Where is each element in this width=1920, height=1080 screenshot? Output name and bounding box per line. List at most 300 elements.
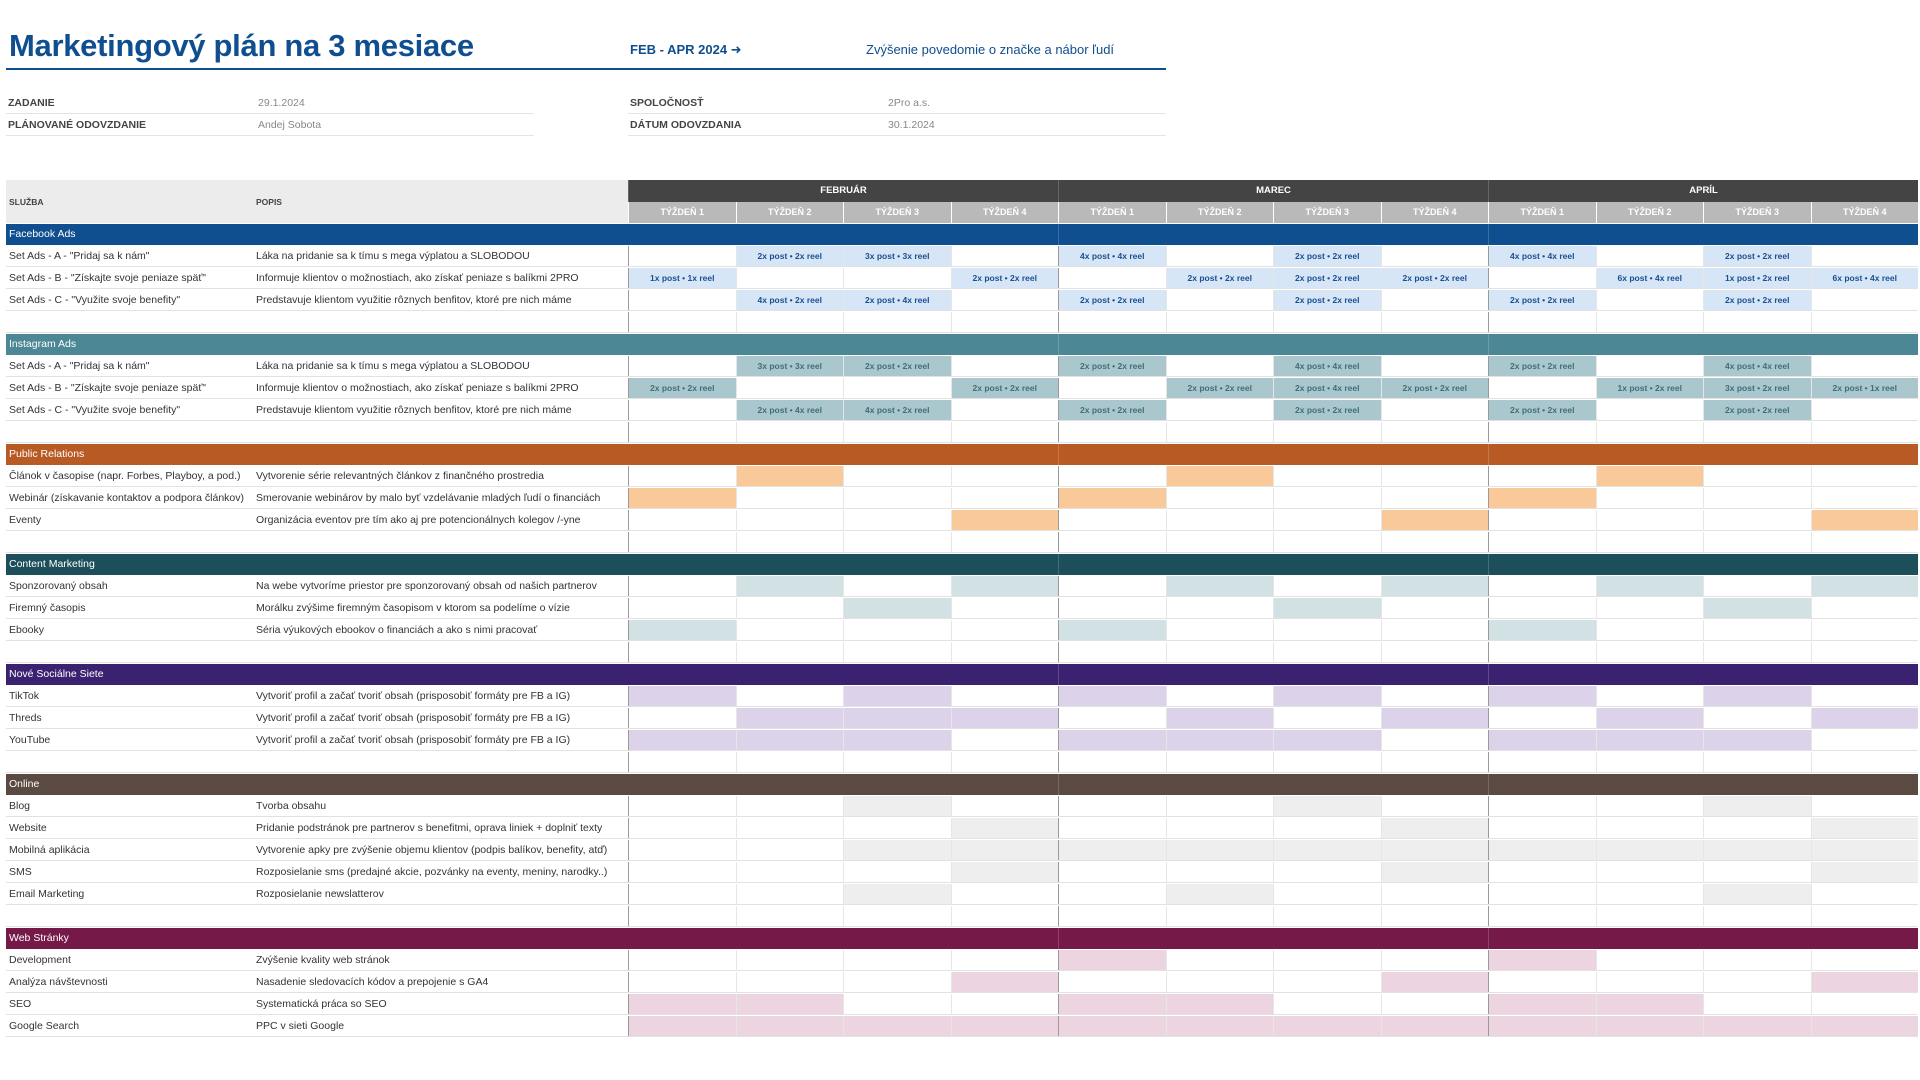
week-cell[interactable] <box>1058 510 1166 530</box>
week-cell[interactable] <box>1811 708 1919 728</box>
week-cell[interactable] <box>1596 290 1704 310</box>
week-cell[interactable] <box>843 950 951 970</box>
week-cell[interactable] <box>1381 246 1489 266</box>
week-cell[interactable] <box>1058 620 1166 640</box>
week-cell[interactable] <box>843 466 951 486</box>
week-cell[interactable]: 2x post • 4x reel <box>1273 378 1381 398</box>
week-cell[interactable] <box>1703 620 1811 640</box>
week-cell[interactable] <box>951 620 1059 640</box>
week-cell[interactable]: 4x post • 4x reel <box>1058 246 1166 266</box>
week-cell[interactable] <box>1703 994 1811 1014</box>
week-cell[interactable]: 2x post • 2x reel <box>951 378 1059 398</box>
week-cell[interactable] <box>951 466 1059 486</box>
week-cell[interactable] <box>1488 510 1596 530</box>
week-cell[interactable] <box>843 730 951 750</box>
week-cell[interactable] <box>1811 796 1919 816</box>
week-cell[interactable] <box>1058 466 1166 486</box>
week-cell[interactable] <box>843 862 951 882</box>
week-cell[interactable] <box>951 818 1059 838</box>
week-cell[interactable] <box>1488 972 1596 992</box>
week-cell[interactable] <box>1811 466 1919 486</box>
week-cell[interactable] <box>628 246 736 266</box>
week-cell[interactable]: 2x post • 2x reel <box>1273 246 1381 266</box>
week-cell[interactable] <box>1811 818 1919 838</box>
week-cell[interactable] <box>951 950 1059 970</box>
week-cell[interactable] <box>1596 796 1704 816</box>
week-cell[interactable] <box>1166 576 1274 596</box>
week-cell[interactable] <box>1058 576 1166 596</box>
week-cell[interactable] <box>1596 840 1704 860</box>
week-cell[interactable]: 2x post • 4x reel <box>843 290 951 310</box>
week-cell[interactable] <box>951 972 1059 992</box>
week-cell[interactable] <box>1811 598 1919 618</box>
week-cell[interactable] <box>1381 290 1489 310</box>
week-cell[interactable] <box>1166 994 1274 1014</box>
week-cell[interactable] <box>1058 796 1166 816</box>
week-cell[interactable] <box>1381 862 1489 882</box>
week-cell[interactable] <box>1488 466 1596 486</box>
week-cell[interactable]: 3x post • 3x reel <box>736 356 844 376</box>
week-cell[interactable] <box>736 730 844 750</box>
week-cell[interactable] <box>736 598 844 618</box>
week-cell[interactable] <box>1811 246 1919 266</box>
week-cell[interactable] <box>736 994 844 1014</box>
week-cell[interactable] <box>1166 356 1274 376</box>
week-cell[interactable] <box>843 708 951 728</box>
week-cell[interactable] <box>1811 290 1919 310</box>
week-cell[interactable] <box>1596 510 1704 530</box>
week-cell[interactable] <box>1058 994 1166 1014</box>
week-cell[interactable] <box>1273 818 1381 838</box>
week-cell[interactable] <box>1488 686 1596 706</box>
week-cell[interactable]: 1x post • 1x reel <box>628 268 736 288</box>
week-cell[interactable] <box>1273 840 1381 860</box>
week-cell[interactable]: 2x post • 2x reel <box>1058 400 1166 420</box>
week-cell[interactable]: 2x post • 4x reel <box>736 400 844 420</box>
week-cell[interactable] <box>1273 488 1381 508</box>
week-cell[interactable] <box>1703 510 1811 530</box>
week-cell[interactable] <box>1811 1016 1919 1036</box>
week-cell[interactable] <box>843 884 951 904</box>
week-cell[interactable] <box>951 1016 1059 1036</box>
week-cell[interactable]: 2x post • 2x reel <box>1273 290 1381 310</box>
week-cell[interactable] <box>1381 730 1489 750</box>
week-cell[interactable] <box>1811 994 1919 1014</box>
week-cell[interactable] <box>736 686 844 706</box>
week-cell[interactable] <box>1703 884 1811 904</box>
week-cell[interactable] <box>1273 620 1381 640</box>
week-cell[interactable] <box>1381 510 1489 530</box>
week-cell[interactable] <box>1703 950 1811 970</box>
week-cell[interactable] <box>1381 840 1489 860</box>
week-cell[interactable] <box>951 510 1059 530</box>
week-cell[interactable] <box>843 576 951 596</box>
week-cell[interactable] <box>1381 994 1489 1014</box>
week-cell[interactable]: 6x post • 4x reel <box>1811 268 1919 288</box>
week-cell[interactable] <box>951 246 1059 266</box>
week-cell[interactable] <box>843 994 951 1014</box>
week-cell[interactable] <box>1166 466 1274 486</box>
week-cell[interactable] <box>1381 884 1489 904</box>
week-cell[interactable] <box>1488 1016 1596 1036</box>
week-cell[interactable] <box>1166 290 1274 310</box>
week-cell[interactable] <box>1703 1016 1811 1036</box>
week-cell[interactable] <box>1488 378 1596 398</box>
week-cell[interactable] <box>951 994 1059 1014</box>
week-cell[interactable] <box>628 840 736 860</box>
week-cell[interactable] <box>628 598 736 618</box>
week-cell[interactable] <box>628 730 736 750</box>
week-cell[interactable] <box>1596 884 1704 904</box>
week-cell[interactable] <box>1703 598 1811 618</box>
week-cell[interactable] <box>736 620 844 640</box>
week-cell[interactable] <box>951 598 1059 618</box>
week-cell[interactable] <box>1381 466 1489 486</box>
week-cell[interactable] <box>1058 972 1166 992</box>
week-cell[interactable] <box>736 818 844 838</box>
week-cell[interactable] <box>1596 400 1704 420</box>
week-cell[interactable] <box>736 708 844 728</box>
week-cell[interactable] <box>1596 686 1704 706</box>
week-cell <box>1488 532 1596 552</box>
week-cell[interactable] <box>1703 708 1811 728</box>
week-cell[interactable]: 2x post • 2x reel <box>1273 268 1381 288</box>
service-description: Nasadenie sledovacích kódov a prepojenie s GA4 <box>256 976 489 988</box>
week-cell[interactable] <box>1381 972 1489 992</box>
week-cell[interactable]: 2x post • 2x reel <box>1703 290 1811 310</box>
week-cell[interactable] <box>1166 884 1274 904</box>
week-cell[interactable] <box>1703 840 1811 860</box>
week-cell[interactable] <box>1703 972 1811 992</box>
week-cell[interactable] <box>1488 708 1596 728</box>
week-cell[interactable] <box>1058 598 1166 618</box>
week-cell[interactable] <box>951 686 1059 706</box>
week-cell[interactable] <box>1811 356 1919 376</box>
week-cell[interactable] <box>1811 576 1919 596</box>
week-cell[interactable] <box>1381 620 1489 640</box>
week-cell[interactable] <box>1166 510 1274 530</box>
week-cell[interactable] <box>1811 840 1919 860</box>
week-cell[interactable] <box>1381 1016 1489 1036</box>
week-cell[interactable] <box>1273 950 1381 970</box>
week-cell[interactable] <box>1596 356 1704 376</box>
week-cell[interactable] <box>1811 686 1919 706</box>
week-cell[interactable] <box>1488 620 1596 640</box>
week-cell[interactable] <box>1166 796 1274 816</box>
week-cell[interactable] <box>1273 994 1381 1014</box>
week-cell[interactable] <box>1811 884 1919 904</box>
week-cell[interactable] <box>628 884 736 904</box>
week-cell[interactable]: 4x post • 4x reel <box>1703 356 1811 376</box>
week-cell[interactable] <box>736 972 844 992</box>
week-cell[interactable] <box>1273 510 1381 530</box>
week-cell[interactable] <box>1166 972 1274 992</box>
week-cell[interactable] <box>1488 598 1596 618</box>
week-cell[interactable] <box>1596 708 1704 728</box>
week-cell[interactable] <box>1811 488 1919 508</box>
week-cell[interactable] <box>1811 730 1919 750</box>
week-cell[interactable] <box>736 488 844 508</box>
week-cell[interactable] <box>1596 950 1704 970</box>
week-cell[interactable] <box>736 840 844 860</box>
service-description: Vytvoriť profil a začať tvoriť obsah (prisposobiť formáty pre FB a IG) <box>256 734 571 746</box>
week-cell[interactable] <box>1596 620 1704 640</box>
week-cell[interactable]: 2x post • 2x reel <box>628 378 736 398</box>
week-cell[interactable] <box>1703 862 1811 882</box>
week-cell[interactable] <box>1166 730 1274 750</box>
week-cell[interactable] <box>1273 466 1381 486</box>
week-cell[interactable] <box>736 268 844 288</box>
week-cell[interactable] <box>736 884 844 904</box>
week-cell[interactable] <box>1166 840 1274 860</box>
week-cell[interactable] <box>951 488 1059 508</box>
week-cell[interactable] <box>1166 620 1274 640</box>
week-cell[interactable]: 3x post • 2x reel <box>1703 378 1811 398</box>
week-cell[interactable] <box>1703 686 1811 706</box>
week-cell[interactable]: 2x post • 2x reel <box>1273 400 1381 420</box>
week-cell[interactable] <box>1488 994 1596 1014</box>
week-cell[interactable] <box>1273 972 1381 992</box>
week-cell[interactable] <box>1596 576 1704 596</box>
week-cell[interactable] <box>951 862 1059 882</box>
week-cell[interactable] <box>628 488 736 508</box>
week-cell[interactable]: 4x post • 4x reel <box>1273 356 1381 376</box>
week-cell[interactable] <box>1596 994 1704 1014</box>
week-cell[interactable] <box>736 1016 844 1036</box>
service-name: Článok v časopise (napr. Forbes, Playboy, a pod.) <box>9 470 241 482</box>
week-cell[interactable]: 6x post • 4x reel <box>1596 268 1704 288</box>
week-cell[interactable] <box>1596 1016 1704 1036</box>
week-cell[interactable] <box>628 290 736 310</box>
week-cell[interactable] <box>1166 488 1274 508</box>
week-cell[interactable] <box>951 290 1059 310</box>
week-cell[interactable] <box>628 620 736 640</box>
week-cell[interactable]: 1x post • 2x reel <box>1703 268 1811 288</box>
week-cell[interactable] <box>843 378 951 398</box>
week-cell[interactable] <box>1273 576 1381 596</box>
table-row <box>6 597 1918 619</box>
week-cell[interactable] <box>1273 796 1381 816</box>
week-cell[interactable] <box>1488 950 1596 970</box>
week-cell[interactable] <box>1166 598 1274 618</box>
week-cell[interactable]: 2x post • 2x reel <box>1381 268 1489 288</box>
week-cell[interactable]: 2x post • 2x reel <box>736 246 844 266</box>
table-row <box>6 245 1918 267</box>
week-cell[interactable] <box>1488 488 1596 508</box>
week-cell[interactable] <box>1381 950 1489 970</box>
week-cell[interactable] <box>1811 862 1919 882</box>
week-cell[interactable] <box>1488 576 1596 596</box>
week-cell[interactable]: 4x post • 2x reel <box>736 290 844 310</box>
week-cell[interactable] <box>843 510 951 530</box>
week-cell[interactable]: 2x post • 2x reel <box>1703 400 1811 420</box>
week-cell[interactable] <box>1703 818 1811 838</box>
week-cell[interactable]: 1x post • 2x reel <box>1596 378 1704 398</box>
category-header <box>6 224 1918 245</box>
week-cell[interactable] <box>1596 246 1704 266</box>
week-cell[interactable] <box>1596 862 1704 882</box>
week-cell[interactable] <box>736 510 844 530</box>
week-cell[interactable] <box>1488 268 1596 288</box>
week-cell[interactable] <box>1166 950 1274 970</box>
week-cell[interactable] <box>1703 466 1811 486</box>
week-cell[interactable] <box>1166 818 1274 838</box>
week-cell <box>736 906 844 926</box>
week-cell[interactable] <box>1596 818 1704 838</box>
week-cell[interactable] <box>1811 950 1919 970</box>
week-cell[interactable] <box>736 862 844 882</box>
week-cell[interactable] <box>1166 400 1274 420</box>
week-cell[interactable] <box>843 972 951 992</box>
week-cell[interactable] <box>1058 488 1166 508</box>
week-cell[interactable] <box>628 796 736 816</box>
week-cell[interactable] <box>1273 862 1381 882</box>
week-cell[interactable]: 2x post • 2x reel <box>1166 268 1274 288</box>
week-cell[interactable] <box>1381 686 1489 706</box>
week-cell[interactable] <box>1596 598 1704 618</box>
week-cell[interactable] <box>1811 400 1919 420</box>
week-cell[interactable] <box>843 818 951 838</box>
week-cell[interactable] <box>1596 466 1704 486</box>
week-cell[interactable] <box>1166 1016 1274 1036</box>
week-cell[interactable] <box>1596 488 1704 508</box>
week-cell[interactable] <box>843 268 951 288</box>
week-cell[interactable] <box>628 576 736 596</box>
week-cell[interactable] <box>843 686 951 706</box>
week-cell[interactable] <box>1058 708 1166 728</box>
week-cell[interactable] <box>1058 884 1166 904</box>
week-cell[interactable] <box>736 576 844 596</box>
week-cell[interactable] <box>1703 796 1811 816</box>
week-cell[interactable] <box>951 576 1059 596</box>
week-cell[interactable] <box>1273 598 1381 618</box>
week-cell[interactable] <box>1381 488 1489 508</box>
week-cell[interactable] <box>951 356 1059 376</box>
week-cell[interactable] <box>628 862 736 882</box>
week-cell[interactable] <box>628 708 736 728</box>
week-cell[interactable]: 2x post • 2x reel <box>951 268 1059 288</box>
week-cell[interactable] <box>1166 862 1274 882</box>
week-cell[interactable] <box>1058 1016 1166 1036</box>
week-cell[interactable] <box>1166 686 1274 706</box>
week-cell[interactable] <box>1273 1016 1381 1036</box>
week-cell[interactable] <box>628 466 736 486</box>
week-cell[interactable] <box>628 356 736 376</box>
week-cell[interactable] <box>628 510 736 530</box>
service-name: Threds <box>9 712 42 724</box>
week-cell[interactable] <box>1811 510 1919 530</box>
week-cell[interactable] <box>628 400 736 420</box>
week-cell[interactable] <box>1381 356 1489 376</box>
week-cell[interactable]: 2x post • 2x reel <box>1381 378 1489 398</box>
week-cell[interactable] <box>1703 488 1811 508</box>
week-cell[interactable]: 2x post • 2x reel <box>843 356 951 376</box>
week-cell[interactable] <box>1811 972 1919 992</box>
week-cell[interactable] <box>628 972 736 992</box>
week-cell[interactable] <box>1381 400 1489 420</box>
week-cell[interactable] <box>843 1016 951 1036</box>
week-cell[interactable] <box>736 378 844 398</box>
week-cell[interactable] <box>951 884 1059 904</box>
week-cell[interactable] <box>951 730 1059 750</box>
week-cell[interactable] <box>736 466 844 486</box>
week-cell[interactable] <box>1488 884 1596 904</box>
week-cell[interactable] <box>843 488 951 508</box>
week-cell[interactable] <box>951 708 1059 728</box>
week-cell[interactable] <box>1058 818 1166 838</box>
week-cell[interactable]: 2x post • 2x reel <box>1703 246 1811 266</box>
week-cell[interactable] <box>843 598 951 618</box>
week-cell[interactable] <box>1166 246 1274 266</box>
week-cell[interactable] <box>1058 378 1166 398</box>
week-cell[interactable]: 2x post • 2x reel <box>1488 290 1596 310</box>
week-cell[interactable] <box>1703 576 1811 596</box>
week-cell[interactable] <box>843 840 951 860</box>
week-cell[interactable] <box>951 400 1059 420</box>
week-cell[interactable] <box>843 620 951 640</box>
week-cell[interactable]: 4x post • 2x reel <box>843 400 951 420</box>
week-cell[interactable]: 2x post • 2x reel <box>1058 356 1166 376</box>
week-cell[interactable] <box>1811 620 1919 640</box>
week-cell[interactable] <box>736 796 844 816</box>
week-cell[interactable] <box>1381 818 1489 838</box>
week-cell[interactable] <box>1058 268 1166 288</box>
week-cell[interactable] <box>951 840 1059 860</box>
week-cell[interactable] <box>628 950 736 970</box>
week-cell[interactable]: 2x post • 2x reel <box>1166 378 1274 398</box>
week-cell[interactable] <box>1058 862 1166 882</box>
week-cell[interactable] <box>628 994 736 1014</box>
week-cell[interactable] <box>1488 862 1596 882</box>
week-cell[interactable] <box>1273 708 1381 728</box>
week-cell[interactable] <box>1488 796 1596 816</box>
week-cell[interactable] <box>1703 730 1811 750</box>
week-cell[interactable]: 3x post • 3x reel <box>843 246 951 266</box>
week-cell[interactable] <box>1166 708 1274 728</box>
week-cell[interactable] <box>843 796 951 816</box>
meta-spolocnost <box>628 92 1166 114</box>
week-cell[interactable] <box>736 950 844 970</box>
week-cell <box>1381 642 1489 662</box>
week-cell[interactable] <box>1273 730 1381 750</box>
week-cell[interactable]: 2x post • 1x reel <box>1811 378 1919 398</box>
week-cell[interactable] <box>628 686 736 706</box>
week-cell[interactable] <box>1596 730 1704 750</box>
week-cell[interactable] <box>628 818 736 838</box>
week-cell[interactable] <box>1488 730 1596 750</box>
week-cell[interactable] <box>1381 708 1489 728</box>
week-cell[interactable] <box>1058 730 1166 750</box>
week-cell[interactable] <box>1596 972 1704 992</box>
week-cell[interactable] <box>951 796 1059 816</box>
week-cell[interactable] <box>1058 686 1166 706</box>
week-cell[interactable]: 2x post • 2x reel <box>1488 356 1596 376</box>
week-cell[interactable] <box>1488 840 1596 860</box>
week-cell[interactable] <box>1058 840 1166 860</box>
week-cell[interactable] <box>1381 598 1489 618</box>
week-cell[interactable] <box>1381 796 1489 816</box>
week-cell[interactable]: 4x post • 4x reel <box>1488 246 1596 266</box>
service-name: Set Ads - B - "Získajte svoje peniaze späť" <box>9 382 206 394</box>
week-cell[interactable] <box>1058 950 1166 970</box>
week-cell[interactable] <box>628 1016 736 1036</box>
week-cell[interactable]: 2x post • 2x reel <box>1488 400 1596 420</box>
week-cell[interactable] <box>1381 576 1489 596</box>
week-cell[interactable] <box>1273 686 1381 706</box>
week-cell[interactable] <box>1488 818 1596 838</box>
week-cell[interactable]: 2x post • 2x reel <box>1058 290 1166 310</box>
week-cell[interactable] <box>1273 884 1381 904</box>
